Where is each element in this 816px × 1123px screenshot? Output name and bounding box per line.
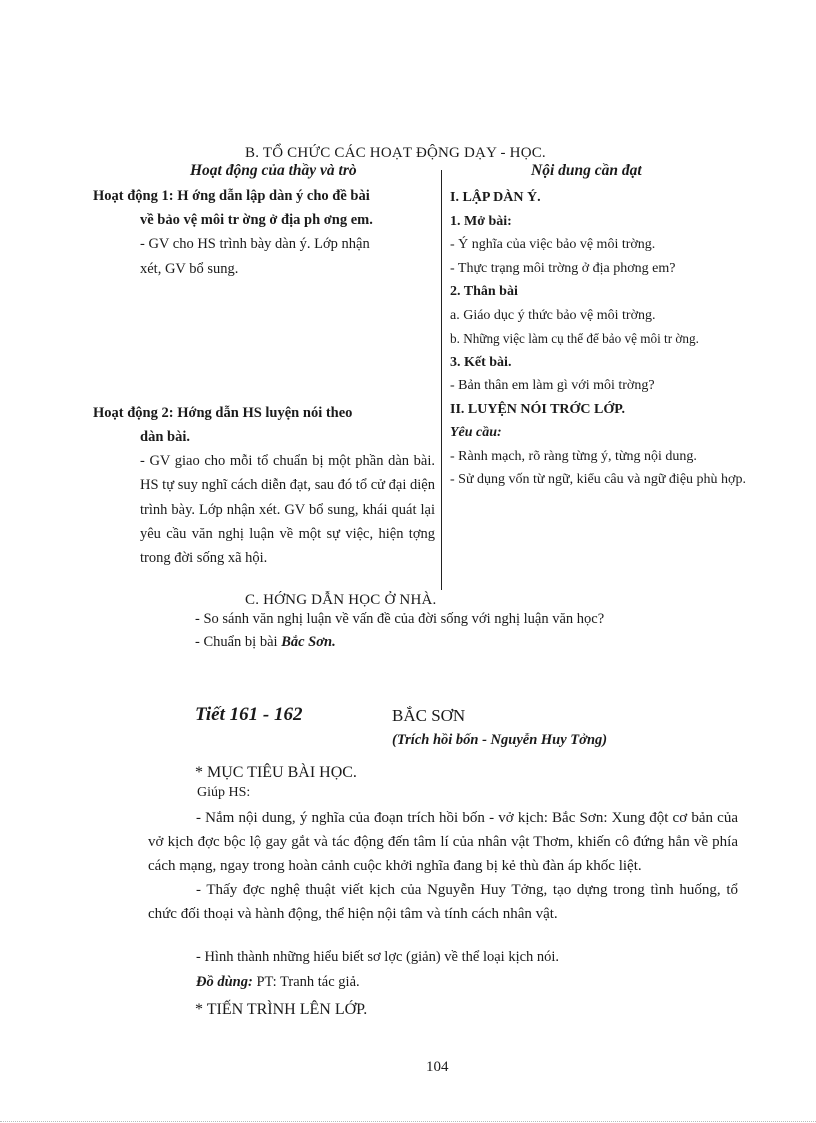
- objective-paragraph-1: - Nắm nội dung, ý nghĩa của đoạn trích hồi bốn - vở kịch: Bắc Sơn: Xung đột cơ bản của vở kịch đợc bộc lộ gay gắt và tác động đến tâm lí của nhân vật Thơm, khiến cô đứng hẳn về phía cách mạng, ngay trong hoàn cảnh cuộc khởi nghĩa đang bị kẻ thù đàn áp khốc liệt.: [148, 810, 738, 874]
- heading-than-bai: 2. Thân bài: [450, 284, 518, 299]
- section-c-title: C. HỚNG DẪN HỌC Ở NHÀ.: [245, 592, 437, 608]
- requirement-label: Yêu cầu:: [450, 425, 502, 440]
- item-giao-duc: a. Giáo dục ý thức bảo vệ môi trờng.: [450, 307, 656, 323]
- activity2-title-line1: Hoạt động 2: Hớng dẫn HS luyện nói theo: [93, 404, 353, 421]
- left-column: [93, 184, 435, 570]
- activity1-title-line1: Hoạt động 1: H ớng dẫn lập dàn ý cho đề bài: [93, 188, 370, 204]
- heading-lap-dan-y: I. LẬP DÀN Ý.: [450, 190, 541, 205]
- equipment-text: PT: Tranh tác giả.: [252, 974, 360, 990]
- section-c-item2-title: Bắc Sơn.: [281, 634, 336, 650]
- section-b-title: B. TỔ CHỨC CÁC HOẠT ĐỘNG DẠY - HỌC.: [245, 145, 546, 161]
- item-su-dung: - Sử dụng vốn từ ngữ, kiểu câu và ngữ điệu phù hợp.: [450, 472, 746, 487]
- objectives-help: Giúp HS:: [197, 785, 251, 800]
- page-number: 104: [426, 1059, 449, 1075]
- equipment-label: Đồ dùng:: [196, 974, 253, 990]
- equipment-line: [196, 974, 360, 991]
- activity2-title-line2: dàn bài.: [140, 429, 190, 446]
- right-column: [450, 186, 755, 492]
- progress-title: * TIẾN TRÌNH LÊN LỚP.: [195, 1001, 368, 1018]
- section-c-item2-prefix: - Chuẩn bị bài: [195, 634, 282, 650]
- activity1-title-line2: về bảo vệ môi tr ờng ở địa ph ơng em.: [140, 212, 373, 229]
- section-c-item1: - So sánh văn nghị luận về vấn đề của đời sống với nghị luận văn học?: [195, 611, 605, 627]
- lesson-subtitle: (Trích hồi bốn - Nguyễn Huy Tởng): [392, 732, 608, 748]
- item-ban-than: - Bản thân em làm gì với môi trờng?: [450, 378, 655, 393]
- right-column-header: Nội dung cần đạt: [531, 162, 642, 179]
- objectives-title: * MỤC TIÊU BÀI HỌC.: [195, 764, 357, 781]
- activity2-body: - GV giao cho mỗi tổ chuẩn bị một phần dàn bài. HS tự suy nghĩ cách diễn đạt, sau đó tổ cử đại diện trình bày. Lớp nhận xét. GV bổ sung, khái quát lại yêu cầu văn nghị luận về một sự việc, hiện tợng trong đời sống xã hội.: [140, 453, 435, 567]
- objective-paragraph-3: - Hình thành những hiểu biết sơ lợc (giản) về thể loại kịch nói.: [196, 949, 560, 965]
- lesson-number: Tiết 161 - 162: [195, 704, 303, 725]
- item-nhung-viec-lam: b. Những việc làm cụ thể để bảo vệ môi tr ờng.: [450, 331, 699, 346]
- objective-paragraph-2: - Thấy đợc nghệ thuật viết kịch của Nguyễn Huy Tởng, tạo dựng trong tình huống, tổ chức đối thoại và hành động, thể hiện nội tâm và tính cách nhân vật.: [148, 882, 738, 922]
- item-y-nghia: - Ý nghĩa của việc bảo vệ môi trờng.: [450, 237, 656, 252]
- heading-mo-bai: 1. Mở bài:: [450, 213, 512, 229]
- lesson-title: BẮC SƠN: [392, 706, 466, 725]
- heading-ket-bai: 3. Kết bài.: [450, 354, 512, 370]
- activity1-body-line1: - GV cho HS trình bày dàn ý. Lớp nhận: [140, 236, 370, 253]
- item-ranh-mach: - Rành mạch, rõ ràng từng ý, từng nội dung.: [450, 448, 697, 464]
- column-divider: [441, 170, 442, 590]
- heading-luyen-noi: II. LUYỆN NÓI TRỚC LỚP.: [450, 401, 626, 417]
- section-c-list: [195, 608, 604, 654]
- item-thuc-trang: - Thực trạng môi trờng ở địa phơng em?: [450, 260, 676, 276]
- section-c-item2: [195, 631, 604, 654]
- objectives-paragraphs: [148, 806, 738, 926]
- activity1-body-line2: xét, GV bổ sung.: [140, 260, 239, 277]
- left-column-header: Hoạt động của thầy và trò: [190, 162, 357, 179]
